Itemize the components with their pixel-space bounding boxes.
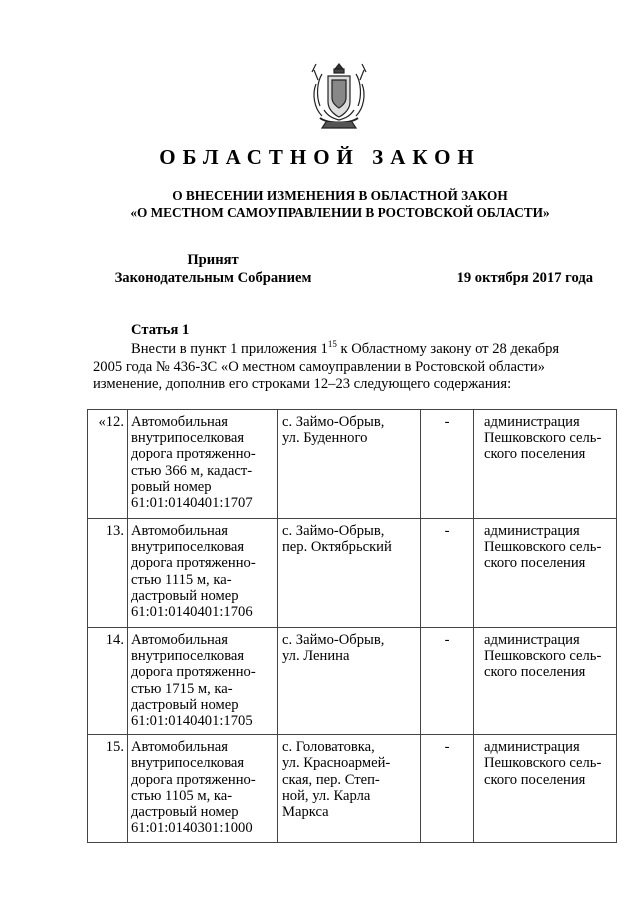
law-title: ОБЛАСТНОЙ ЗАКОН	[159, 145, 481, 169]
cell-line: стью 1105 м, ка-	[131, 787, 233, 804]
cell-line: дастровый номер	[131, 587, 239, 604]
cell-line: ского поселения	[484, 664, 586, 681]
cell-line: внутрипоселковая	[131, 755, 245, 772]
cell-line: Автомобильная	[131, 632, 228, 648]
cell-line: Пешковского сель-	[484, 539, 602, 556]
cell-line: с. Займо-Обрыв,	[282, 414, 385, 430]
cell-line: администрация	[484, 523, 580, 539]
intro-line: изменение, дополнив его строками 12–23 следующего содержания:	[93, 376, 512, 392]
cell-line: ская, пер. Степ-	[282, 771, 380, 788]
empty-marker: -	[421, 628, 474, 735]
article-title: Статья 1	[131, 322, 190, 338]
road-description	[128, 519, 278, 628]
road-description	[128, 410, 278, 519]
cell-line: стью 1115 м, ка-	[131, 571, 232, 588]
administration	[474, 410, 617, 519]
road-description	[128, 628, 278, 735]
intro-line: 2005 года № 436-ЗС «О местном самоуправлении в Ростовской области»	[93, 358, 545, 375]
cell-line: дорога протяженно-	[131, 555, 256, 572]
cell-line: Маркса	[282, 804, 329, 821]
cell-line: ул. Ленина	[282, 648, 350, 665]
table-row	[88, 628, 617, 735]
intro-text: к Областному закону от 28 декабря	[336, 341, 560, 357]
intro-line	[93, 341, 595, 359]
row-number: «12.	[88, 410, 128, 519]
appendix-superscript: 15	[327, 339, 337, 349]
table-row	[88, 410, 617, 519]
cell-line: ского поселения	[484, 555, 586, 572]
cell-line: внутрипоселковая	[131, 539, 245, 556]
row-number: 14.	[88, 628, 128, 735]
coat-of-arms-emblem	[306, 60, 372, 132]
cell-line: администрация	[484, 739, 580, 756]
intro-text: Внести в пункт 1 приложения 1	[131, 341, 328, 357]
administration	[474, 628, 617, 735]
adopted-label: Принят	[187, 252, 239, 268]
cell-line: дорога протяженно-	[131, 771, 256, 788]
cell-line: ул. Буденного	[282, 430, 368, 447]
row-number: 13.	[88, 519, 128, 628]
cell-line: Автомобильная	[131, 523, 228, 539]
table-row	[88, 519, 617, 628]
cell-line: 61:01:0140401:1707	[131, 495, 253, 512]
cell-line: с. Займо-Обрыв,	[282, 632, 385, 648]
road-description	[128, 735, 278, 843]
table-row	[88, 735, 617, 843]
cell-line: ной, ул. Карла	[282, 787, 371, 804]
road-address	[278, 735, 421, 843]
cell-line: ского поселения	[484, 771, 586, 788]
administration	[474, 519, 617, 628]
cell-line: администрация	[484, 414, 580, 430]
row-number: 15.	[88, 735, 128, 843]
cell-line: Автомобильная	[131, 739, 228, 756]
cell-line: 61:01:0140401:1706	[131, 604, 253, 621]
law-subtitle	[0, 187, 640, 221]
subtitle-line: О ВНЕСЕНИИ ИЗМЕНЕНИЯ В ОБЛАСТНОЙ ЗАКОН	[172, 188, 508, 203]
cell-line: с. Займо-Обрыв,	[282, 523, 385, 539]
road-address	[278, 519, 421, 628]
road-address	[278, 410, 421, 519]
cell-line: пер. Октябрьский	[282, 539, 392, 556]
cell-line: с. Головатовка,	[282, 739, 375, 756]
empty-marker: -	[421, 735, 474, 843]
cell-line: Пешковского сель-	[484, 648, 602, 665]
cell-line: Автомобильная	[131, 414, 228, 430]
cell-line: Пешковского сель-	[484, 755, 602, 772]
cell-line: администрация	[484, 632, 580, 648]
road-address	[278, 628, 421, 735]
cell-line: дорога протяженно-	[131, 446, 256, 463]
cell-line: внутрипоселковая	[131, 430, 245, 447]
roads-table	[87, 409, 617, 843]
subtitle-line: «О МЕСТНОМ САМОУПРАВЛЕНИИ В РОСТОВСКОЙ ОБЛАСТИ»	[130, 205, 550, 220]
empty-marker: -	[421, 410, 474, 519]
cell-line: стью 366 м, кадаст-	[131, 462, 253, 479]
adopted-body: Законодательным Собранием	[114, 270, 312, 286]
cell-line: дастровый номер	[131, 804, 239, 821]
cell-line: 61:01:0140301:1000	[131, 820, 253, 837]
cell-line: стью 1715 м, ка-	[131, 680, 233, 697]
cell-line: ского поселения	[484, 446, 586, 463]
administration	[474, 735, 617, 843]
cell-line: ул. Красноармей-	[282, 755, 391, 772]
cell-line: внутрипоселковая	[131, 648, 245, 665]
adoption-date: 19 октября 2017 года	[456, 270, 593, 286]
cell-line: Пешковского сель-	[484, 430, 602, 447]
cell-line: дастровый номер	[131, 696, 239, 713]
cell-line: ровый номер	[131, 478, 212, 495]
empty-marker: -	[421, 519, 474, 628]
adopted-by-block	[93, 251, 333, 287]
cell-line: 61:01:0140401:1705	[131, 713, 253, 730]
cell-line: дорога протяженно-	[131, 664, 256, 681]
article-intro	[93, 341, 595, 394]
